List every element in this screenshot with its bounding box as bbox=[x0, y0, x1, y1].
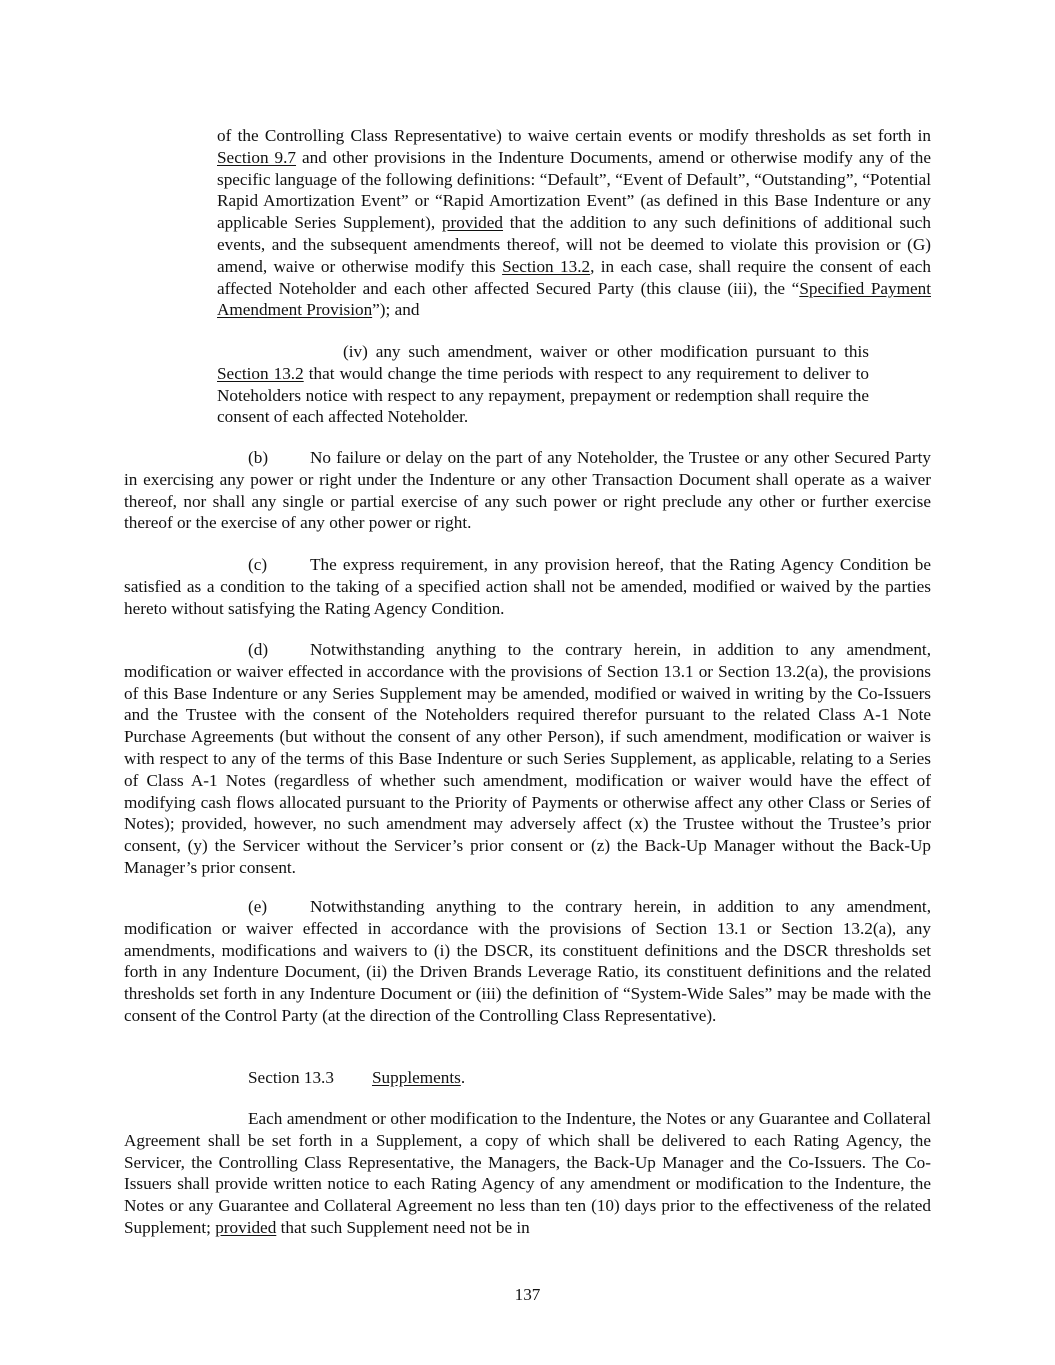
clause-iv bbox=[217, 341, 869, 428]
provided-term: provided bbox=[215, 1217, 277, 1237]
section-reference: Section 13.2 bbox=[217, 363, 304, 383]
paragraph-label: (d) bbox=[248, 640, 269, 659]
paragraph-label: (b) bbox=[248, 448, 269, 467]
section-reference: Section 13.2 bbox=[502, 256, 591, 276]
provided-term: provided bbox=[441, 213, 504, 233]
section-title-period: . bbox=[460, 1068, 466, 1087]
paragraph-label: (c) bbox=[248, 555, 268, 574]
paragraph-c bbox=[124, 554, 931, 619]
text-run: , in each case, shall require the consent of each affected Noteholder and each other affected Secured Party (this clause (iii), the “ bbox=[217, 256, 931, 298]
text-run: that such Supplement need not be in bbox=[276, 1217, 530, 1237]
paragraph-text: Notwithstanding anything to the contrary herein, in addition to any amendment, modification or waiver effected in accordance with the provisions of Section 13.1 or Section 13.2(a), the provisions of this Base Indenture or any Series Supplement may be amended, modified or waived in writing by the Co-Issuers and the Trustee with the consent of the Noteholders required therefor pursuant to the related Class A-1 Note Purchase Agreements (but without the consent of any other Person), if such amendment, modification or waiver is with respect to any of the terms of this Base Indenture or such Series Supplement, as applicable, relating to a Series of Class A-1 Notes (regardless of whether such amendment, modification or waiver would have the effect of modifying cash flows allocated pursuant to the Priority of Payments or otherwise affect any other Class or Series of Notes); provided, however, no such amendment may adversely affect (x) the Trustee without the Trustee’s prior consent, (y) the Servicer without the Servicer’s prior consent or (z) the Back-Up Manager without the Back-Up Manager’s prior consent. bbox=[124, 640, 931, 877]
paragraph-b bbox=[124, 447, 931, 534]
section-title: Supplements bbox=[372, 1068, 461, 1087]
text-run: of the Controlling Class Representative) to waive certain events or modify thresholds as set forth in bbox=[217, 126, 931, 145]
section-reference: Section 9.7 bbox=[217, 147, 297, 167]
text-run: Each amendment or other modification to the Indenture, the Notes or any Guarantee and Collateral Agreement shall be set forth in a Supplement, a copy of which shall be delivered to each Rating Agency, the Servicer, the Controlling Class Representative, the Managers, the Back-Up Manager and the Co-Issuers. The Co-Issuers shall provide written notice to each Rating Agency of any amendment or modification to the Indenture, the Notes or any Guarantee and Collateral Agreement no less than ten (10) days prior to the effectiveness of the related Supplement; bbox=[124, 1109, 931, 1237]
clause-iii-continuation bbox=[217, 125, 931, 321]
clause-label: (iv) bbox=[343, 342, 368, 361]
paragraph-label: (e) bbox=[248, 897, 268, 916]
text-run: that the addition to any such definitions of additional such events, and the subsequent amendments thereof, will not be deemed to violate this provision or (G) amend, waive or otherwise modify this bbox=[217, 213, 931, 276]
section-heading bbox=[248, 1067, 465, 1089]
paragraph-text: Notwithstanding anything to the contrary herein, in addition to any amendment, modification or waiver effected in accordance with the provisions of Section 13.1 or Section 13.2(a), any amendments, modifications and waivers to (i) the DSCR, its constituent definitions and the DSCR thresholds set forth in any Indenture Document, (ii) the Driven Brands Leverage Ratio, its constituent definitions and the related thresholds set forth in any Indenture Document or (iii) the definition of “System-Wide Sales” may be made with the consent of the Control Party (at the direction of the Controlling Class Representative). bbox=[124, 897, 931, 1025]
paragraph-d bbox=[124, 639, 931, 879]
text-run: that would change the time periods with respect to any requirement to deliver to Noteholders notice with respect to any repayment, prepayment or redemption shall require the consent of each affected Noteholder. bbox=[217, 363, 870, 427]
page-number: 137 bbox=[514, 1285, 541, 1304]
defined-term: Specified Payment Amendment Provision bbox=[217, 278, 931, 320]
paragraph-e bbox=[124, 896, 931, 1027]
text-run: and other provisions in the Indenture Documents, amend or otherwise modify any of the specific language of the following definitions: “Default”, “Event of Default”, “Outstanding”, “Potential Rapid Amortization Event” or “Rapid Amortization Event” (as defined in this Base Indenture or any applicable Series Supplement), bbox=[217, 147, 931, 233]
section-13-3-body bbox=[124, 1108, 931, 1239]
text-run: ”); and bbox=[372, 300, 420, 320]
section-number: Section 13.3 bbox=[248, 1068, 334, 1087]
paragraph-text: No failure or delay on the part of any Noteholder, the Trustee or any other Secured Party in exercising any power or right under the Indenture or any other Transaction Document shall operate as a waiver thereof, nor shall any single or partial exercise of any such power or right preclude any other or further exercise thereof or the exercise of any other power or right. bbox=[124, 448, 931, 533]
paragraph-text: The express requirement, in any provision hereof, that the Rating Agency Condition be satisfied as a condition to the taking of a specified action shall not be amended, modified or waived by the parties hereto without satisfying the Rating Agency Condition. bbox=[124, 555, 931, 618]
text-run: any such amendment, waiver or other modification pursuant to this bbox=[375, 342, 869, 361]
